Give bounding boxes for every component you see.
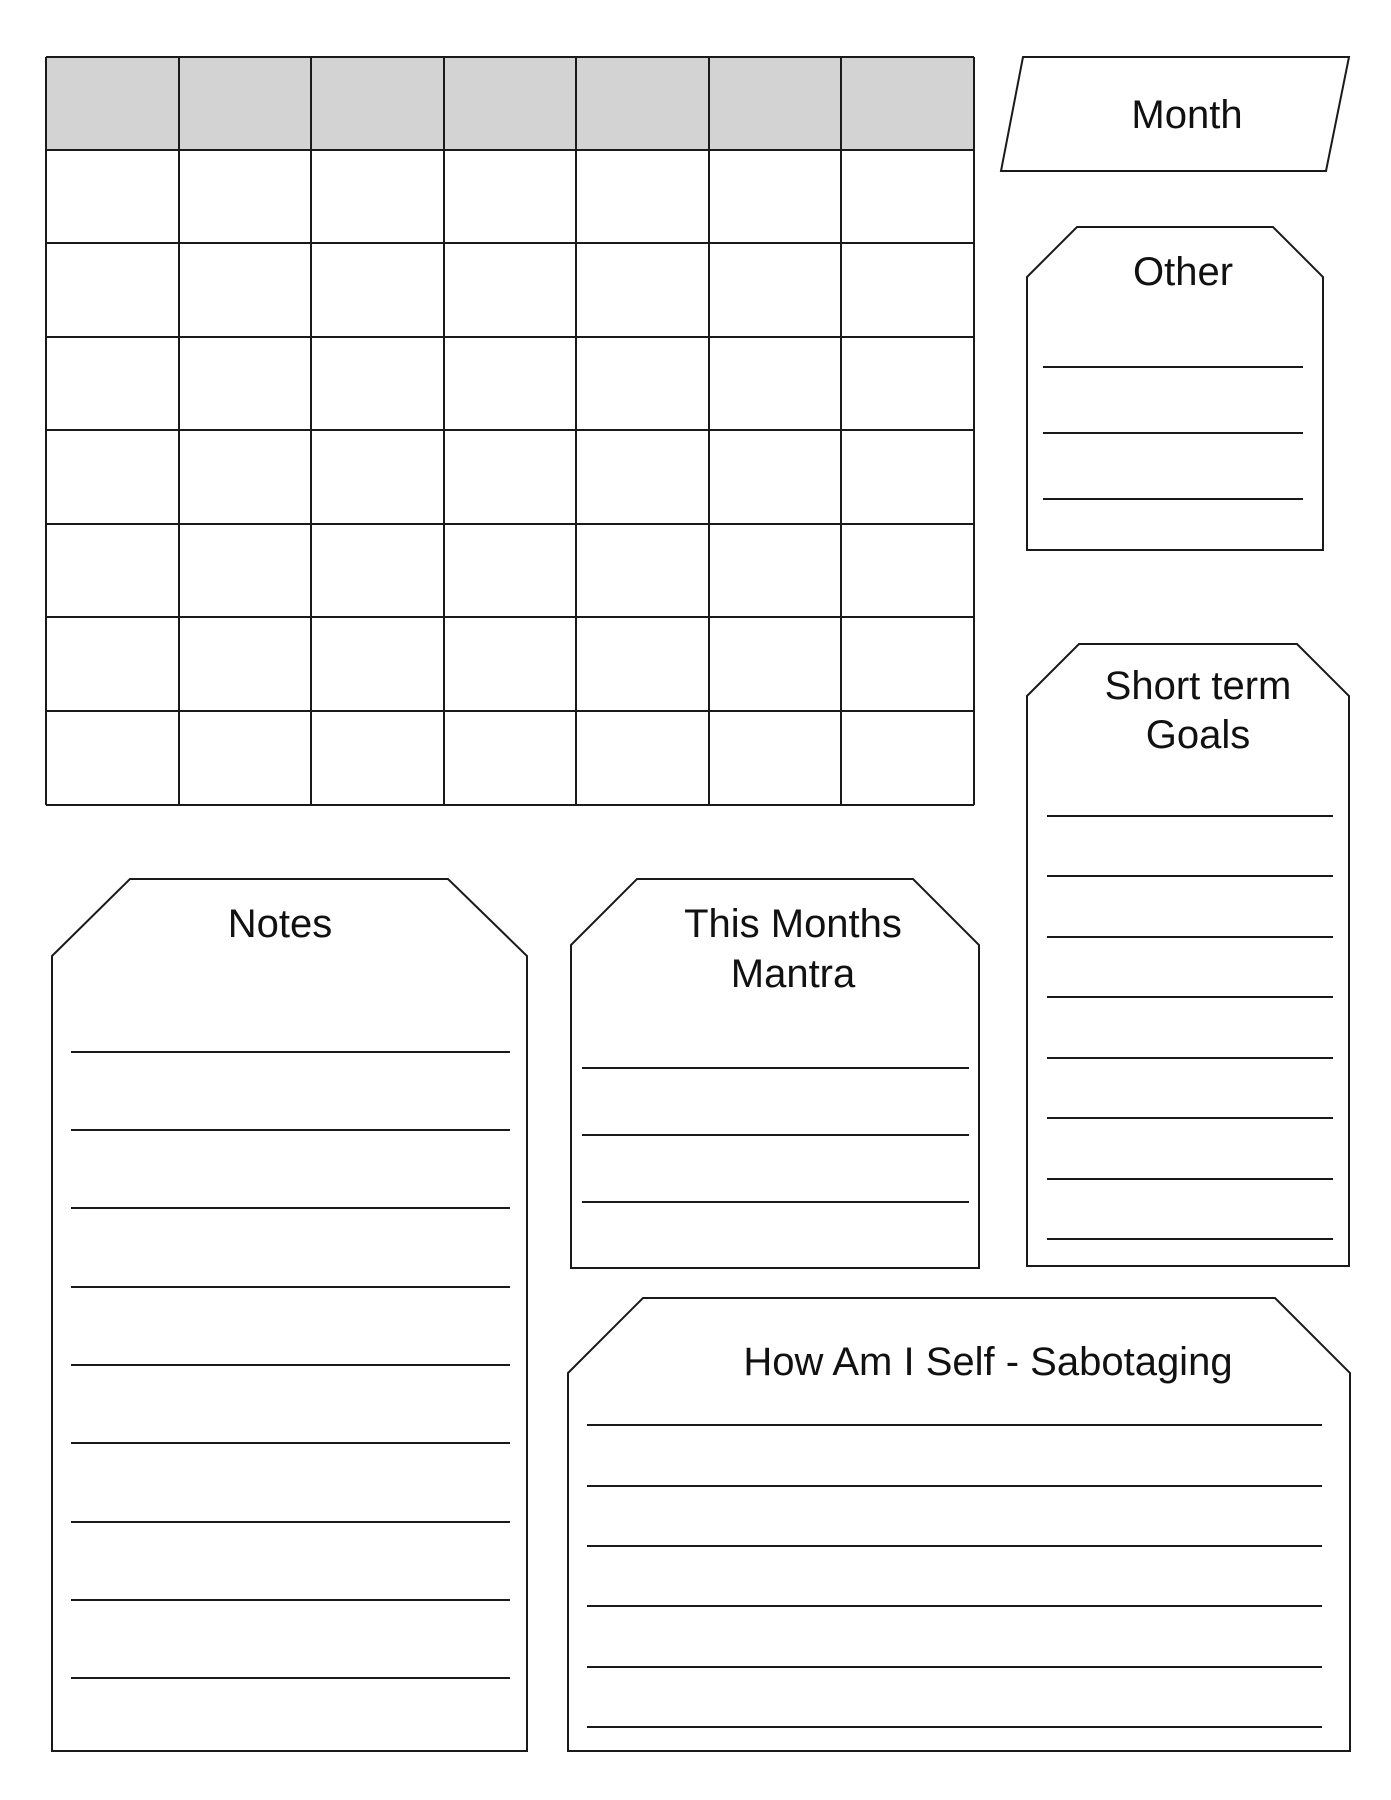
self-sabotage-panel <box>568 1298 1350 1751</box>
month-label: Month <box>1131 93 1243 137</box>
short-term-goals-title-line2: Goals <box>1145 713 1251 757</box>
other-title: Other <box>1132 250 1234 294</box>
other-panel <box>1027 227 1323 550</box>
calendar-header-row <box>46 57 974 150</box>
notes-panel <box>52 879 527 1751</box>
month-box <box>1001 57 1349 171</box>
self-sabotage-title: How Am I Self - Sabotaging <box>743 1340 1233 1384</box>
other-writing-lines <box>1043 367 1303 499</box>
calendar-lines <box>46 57 974 805</box>
calendar-grid <box>46 57 974 805</box>
short-term-goals-panel <box>1027 644 1349 1266</box>
notes-title: Notes <box>227 902 333 946</box>
self-sabotage-writing-lines <box>587 1425 1322 1727</box>
mantra-writing-lines <box>582 1068 969 1202</box>
notes-panel-outline <box>52 879 527 1751</box>
notes-writing-lines <box>71 1052 510 1678</box>
short-term-goals-writing-lines <box>1047 816 1333 1239</box>
mantra-panel <box>571 879 979 1268</box>
short-term-goals-title-line1: Short term <box>1104 664 1292 708</box>
mantra-title-line2: Mantra <box>730 952 856 996</box>
mantra-title-line1: This Months <box>684 902 902 946</box>
